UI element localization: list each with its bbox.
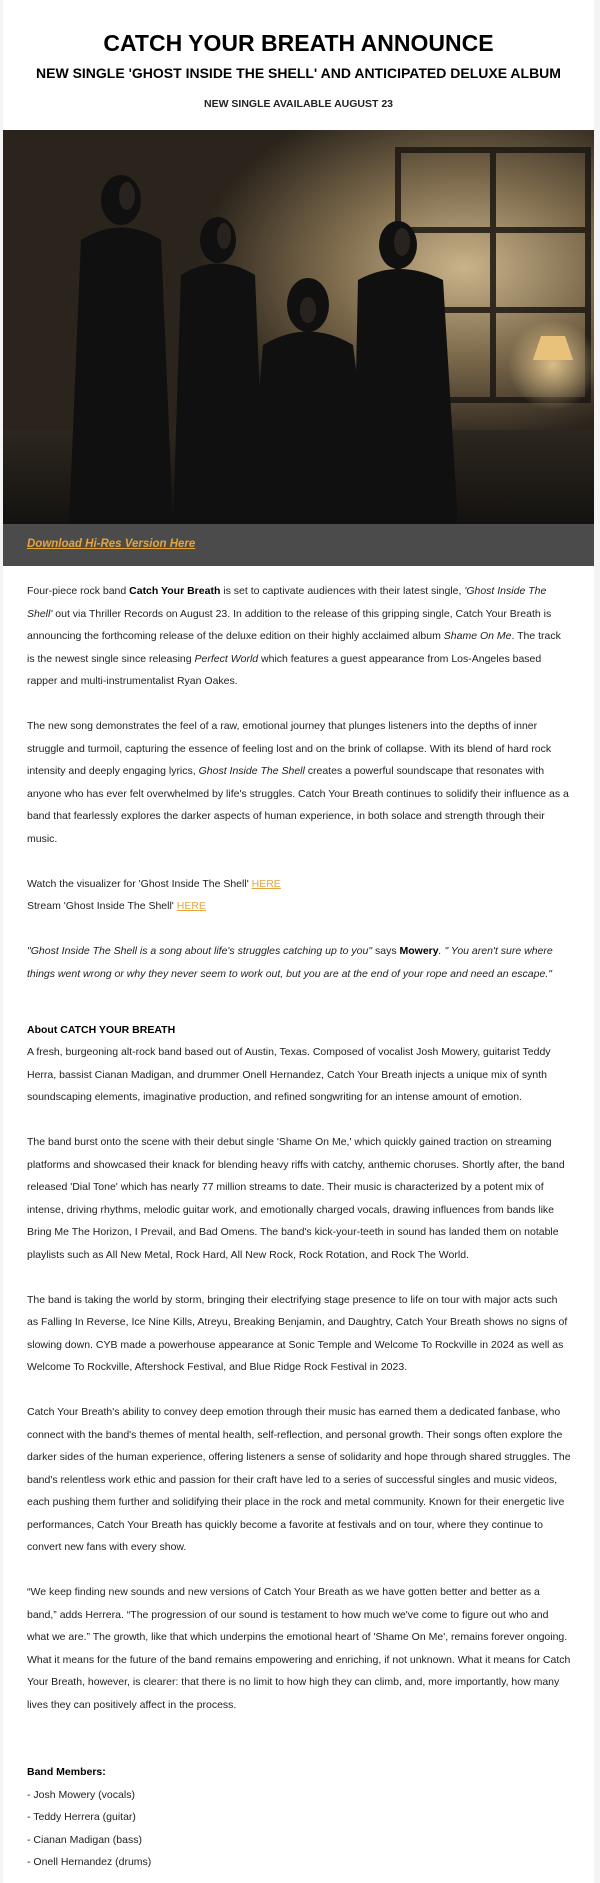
intro-text: is set to captivate audiences with their latest single, bbox=[220, 585, 465, 597]
stream-line bbox=[27, 895, 571, 918]
download-bar bbox=[3, 524, 594, 566]
members-heading: Band Members: bbox=[27, 1766, 106, 1778]
about-heading: About CATCH YOUR BREATH bbox=[27, 1023, 176, 1036]
visualizer-here-link[interactable]: HERE bbox=[251, 877, 281, 890]
about-paragraph: “We keep finding new sounds and new versions of Catch Your Breath as we have gotten better and better as a band,” adds Herrera. “The progression of our sound is testament to how much we've come to figure out who and what we are.” The growth, like that which underpins the emotional heart of 'Shame On Me', remains forever ongoing. What it means for the future of the band remains empowering and enriching, if not unknown. What it means for Catch Your Breath, however, is clearer: that there is no limit to how high they can climb, and, more importantly, how many lives they can positively affect in the process. bbox=[27, 1586, 571, 1711]
download-hires-link[interactable]: Download Hi-Res Version Here bbox=[27, 538, 196, 550]
intro-paragraph bbox=[27, 580, 571, 693]
band-name: Catch Your Breath bbox=[129, 585, 221, 597]
intro-text: which features a guest appearance from Los-Angeles based rapper and multi-instrumentalist Ryan Oakes. bbox=[27, 652, 542, 687]
band-photo-image bbox=[3, 130, 594, 524]
intro-text: Four-piece rock band bbox=[27, 585, 130, 597]
quote-speaker: Mowery bbox=[399, 945, 439, 957]
quote-text: "Ghost Inside The Shell is a song about life's struggles catching up to you" bbox=[27, 945, 373, 957]
press-body bbox=[27, 580, 571, 1874]
availability-line: NEW SINGLE AVAILABLE AUGUST 23 bbox=[203, 98, 393, 110]
intro-text: . The track is the newest single since releasing bbox=[27, 630, 561, 665]
about-paragraph: A fresh, burgeoning alt-rock band based out of Austin, Texas. Composed of vocalist Josh Mowery, guitarist Teddy Herra, bassist Cianan Madigan, and drummer Onell Hernandez, Catch Your Breath injects a unique mix of synth soundscaping elements, imaginative production, and refined songwriting for an intense amount of emotion. bbox=[27, 1046, 551, 1103]
stream-here-link[interactable]: HERE bbox=[176, 900, 206, 912]
stream-text: Stream 'Ghost Inside The Shell' bbox=[27, 900, 177, 912]
quote-says: says bbox=[372, 945, 400, 957]
band-photo bbox=[3, 130, 594, 524]
about-paragraph: Catch Your Breath's ability to convey deep emotion through their music has earned them a dedicated fanbase, who connect with the band's themes of mental health, self-reflection, and personal growth. Their songs often explore the darker sides of the human experience, offering listeners a sense of solidarity and hope through shared struggles. The band's relentless work ethic and passion for their craft have led to a series of successful singles and music videos, each pushing them further and solidifying their place in the rock and metal community. Known for their energetic live performances, Catch Your Breath has quickly become a favorite at festivals and on tour, where they continue to convert new fans with every show. bbox=[27, 1406, 571, 1553]
single-title: 'Ghost Inside The Shell' bbox=[27, 585, 547, 620]
visualizer-text: Watch the visualizer for 'Ghost Inside The Shell' bbox=[27, 877, 252, 890]
member-item: - Cianan Madigan (bass) bbox=[27, 1833, 142, 1846]
member-item: - Teddy Herrera (guitar) bbox=[27, 1811, 136, 1823]
member-item: - Onell Hernandez (drums) bbox=[27, 1856, 152, 1868]
page-subtitle: NEW SINGLE 'GHOST INSIDE THE SHELL' AND ANTICIPATED DELUXE ALBUM bbox=[36, 65, 561, 81]
page-title: CATCH YOUR BREATH ANNOUNCE bbox=[103, 30, 494, 56]
email-container bbox=[3, 0, 594, 1883]
press-header bbox=[3, 0, 594, 110]
about-paragraph: The band burst onto the scene with their debut single 'Shame On Me,' which quickly gained traction on streaming platforms and showcased their knack for blending heavy riffs with catchy, anthemic choruses. Shortly after, the band released 'Dial Tone' which has nearly 77 million streams to date. Their music is characterized by a potent mix of intense, driving rhythms, melodic guitar work, and emotionally charged vocals, drawing influences from bands like Bring Me The Horizon, I Prevail, and Bad Omens. The band's kick-your-teeth in sound has landed them on notable playlists such as All New Metal, Rock Hard, All New Rock, Rock Rotation, and Rock The World. bbox=[27, 1136, 565, 1261]
song-title: Ghost Inside The Shell bbox=[198, 765, 305, 777]
visualizer-line bbox=[27, 873, 571, 896]
quote-text: . " You aren't sure where things went wrong or why they never seem to work out, but you are at the end of your rope and need an escape." bbox=[27, 945, 553, 980]
song-text: The new song demonstrates the feel of a raw, emotional journey that plunges listeners into the depths of inner struggle and turmoil, capturing the essence of feeling lost and on the brink of collapse. With its blend of hard rock intensity and deeply engaging lyrics, bbox=[27, 720, 552, 777]
intro-text: out via Thriller Records on August 23. In addition to the release of this gripping single, Catch Your Breath is announcing the forthcoming release of the deluxe edition on their highly acclaimed album bbox=[27, 607, 552, 642]
member-item: - Josh Mowery (vocals) bbox=[27, 1788, 135, 1801]
song-paragraph bbox=[27, 715, 571, 850]
quote-paragraph bbox=[27, 940, 571, 985]
album-title: Shame On Me bbox=[443, 630, 512, 642]
song-text: creates a powerful soundscape that resonates with anyone who has ever felt overwhelmed by life's struggles. Catch Your Breath continues to solidify their influence as a band that fearlessly explores the darker aspects of human experience, in both solace and strength through their music. bbox=[27, 765, 569, 845]
previous-single-title: Perfect World bbox=[194, 652, 259, 665]
about-paragraph: The band is taking the world by storm, bringing their electrifying stage presence to life on tour with major acts such as Falling In Reverse, Ice Nine Kills, Atreyu, Breaking Benjamin, and Daughtry, Catch Your Breath shows no signs of slowing down. CYB made a powerhouse appearance at Sonic Temple and Welcome To Rockville in 2024 as well as Welcome To Rockville, Aftershock Festival, and Blue Ridge Rock Festival in 2023. bbox=[27, 1293, 568, 1373]
